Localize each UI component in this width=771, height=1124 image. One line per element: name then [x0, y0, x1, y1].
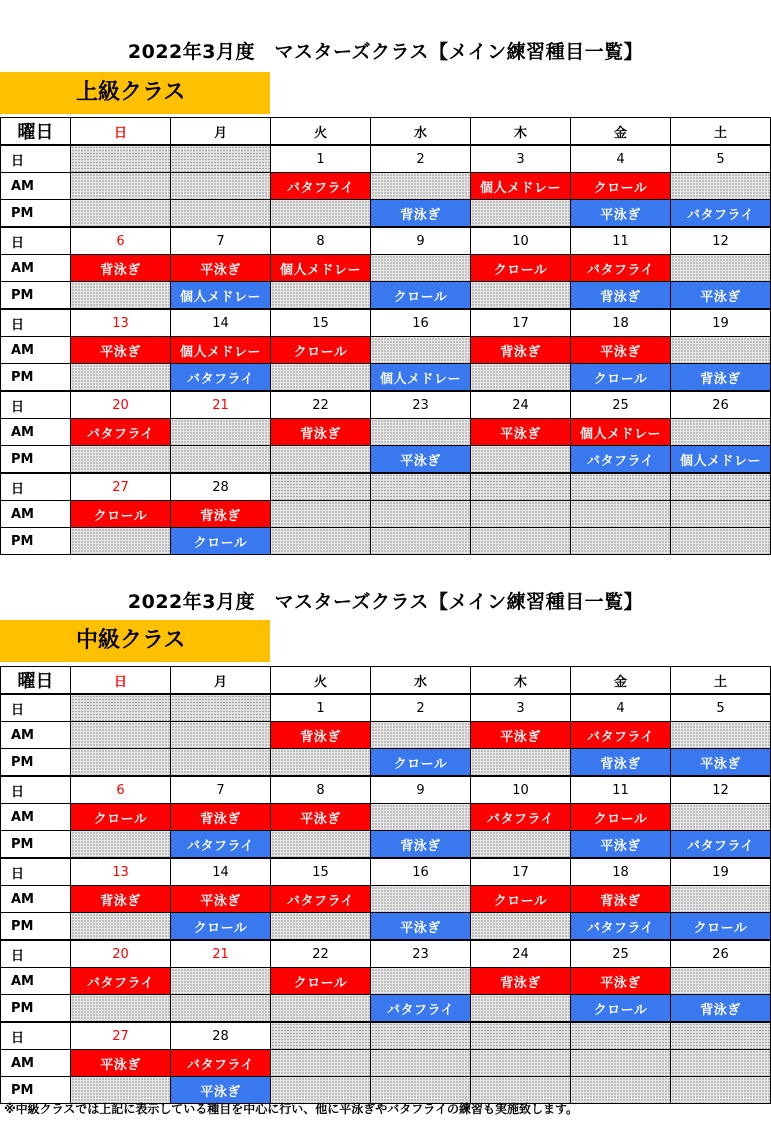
empty-cell — [71, 446, 171, 474]
am-event-cell: 個人メドレー — [271, 255, 371, 282]
row-label-am: AM — [1, 968, 71, 995]
empty-cell — [471, 831, 571, 859]
empty-cell — [271, 831, 371, 859]
row-label-am: AM — [1, 886, 71, 913]
empty-cell — [671, 968, 771, 995]
pm-event-cell: クロール — [171, 528, 271, 555]
date-cell: 5 — [671, 694, 771, 722]
date-cell: 21 — [171, 940, 271, 968]
empty-cell — [671, 722, 771, 749]
date-cell: 28 — [171, 473, 271, 501]
row-label-pm: PM — [1, 831, 71, 859]
date-cell: 4 — [571, 145, 671, 173]
empty-cell — [371, 722, 471, 749]
pm-event-cell: 背泳ぎ — [371, 200, 471, 228]
weekday-header: 金 — [571, 118, 671, 146]
row-label-pm: PM — [1, 200, 71, 228]
row-label-date: 日 — [1, 391, 71, 419]
am-event-cell: 個人メドレー — [171, 337, 271, 364]
empty-cell — [371, 968, 471, 995]
row-label-date: 日 — [1, 776, 71, 804]
date-cell: 12 — [671, 227, 771, 255]
weekday-header: 金 — [571, 667, 671, 695]
am-event-cell: 個人メドレー — [471, 173, 571, 200]
am-event-cell: バタフライ — [271, 173, 371, 200]
date-cell: 8 — [271, 776, 371, 804]
footnote: ※中級クラスでは上記に表示している種目を中心に行い、他に平泳ぎやバタフライの練習も実施致します。 — [4, 1102, 578, 1116]
empty-cell — [471, 913, 571, 941]
date-cell: 14 — [171, 309, 271, 337]
row-label-date: 日 — [1, 145, 71, 173]
am-event-cell: 平泳ぎ — [171, 886, 271, 913]
empty-cell — [71, 694, 171, 722]
date-cell: 23 — [371, 391, 471, 419]
empty-cell — [371, 337, 471, 364]
weekday-header: 水 — [371, 667, 471, 695]
row-label-pm: PM — [1, 282, 71, 310]
pm-event-cell: クロール — [571, 364, 671, 392]
am-event-cell: 背泳ぎ — [271, 419, 371, 446]
am-event-cell: 平泳ぎ — [571, 968, 671, 995]
date-cell: 27 — [71, 1022, 171, 1050]
date-cell: 2 — [371, 694, 471, 722]
date-cell: 15 — [271, 309, 371, 337]
pm-event-cell: 平泳ぎ — [371, 913, 471, 941]
empty-cell — [471, 446, 571, 474]
date-cell: 7 — [171, 227, 271, 255]
empty-cell — [171, 200, 271, 228]
date-cell: 1 — [271, 145, 371, 173]
header-label: 曜日 — [1, 667, 71, 695]
empty-cell — [671, 886, 771, 913]
empty-cell — [271, 473, 371, 501]
date-cell: 22 — [271, 391, 371, 419]
empty-cell — [71, 364, 171, 392]
empty-cell — [171, 694, 271, 722]
pm-event-cell: クロール — [371, 749, 471, 777]
row-label-pm: PM — [1, 995, 71, 1023]
pm-event-cell: 背泳ぎ — [671, 364, 771, 392]
empty-cell — [671, 1050, 771, 1077]
empty-cell — [271, 913, 371, 941]
pm-event-cell: 背泳ぎ — [371, 831, 471, 859]
am-event-cell: 平泳ぎ — [271, 804, 371, 831]
weekday-header: 木 — [471, 118, 571, 146]
date-cell: 28 — [171, 1022, 271, 1050]
section-title: 2022年3月度 マスターズクラス【メイン練習種目一覧】 — [127, 41, 644, 63]
date-cell: 10 — [471, 776, 571, 804]
date-cell: 26 — [671, 940, 771, 968]
empty-cell — [471, 501, 571, 528]
row-label-date: 日 — [1, 1022, 71, 1050]
am-event-cell: 背泳ぎ — [171, 804, 271, 831]
pm-event-cell: クロール — [171, 913, 271, 941]
empty-cell — [571, 1050, 671, 1077]
date-cell: 13 — [71, 309, 171, 337]
empty-cell — [671, 255, 771, 282]
header-label: 曜日 — [1, 118, 71, 146]
empty-cell — [571, 1022, 671, 1050]
empty-cell — [571, 1077, 671, 1104]
empty-cell — [671, 337, 771, 364]
am-event-cell: 平泳ぎ — [471, 722, 571, 749]
section-title: 2022年3月度 マスターズクラス【メイン練習種目一覧】 — [127, 591, 644, 613]
pm-event-cell: 平泳ぎ — [671, 282, 771, 310]
class-label: 上級クラス — [0, 72, 270, 114]
am-event-cell: クロール — [471, 255, 571, 282]
date-cell: 24 — [471, 940, 571, 968]
date-cell: 25 — [571, 940, 671, 968]
date-cell: 10 — [471, 227, 571, 255]
weekday-header: 月 — [171, 118, 271, 146]
empty-cell — [571, 528, 671, 555]
am-event-cell: 背泳ぎ — [471, 968, 571, 995]
empty-cell — [271, 749, 371, 777]
empty-cell — [371, 173, 471, 200]
empty-cell — [471, 749, 571, 777]
empty-cell — [571, 473, 671, 501]
am-event-cell: バタフライ — [471, 804, 571, 831]
empty-cell — [471, 1022, 571, 1050]
date-cell: 19 — [671, 858, 771, 886]
date-cell: 1 — [271, 694, 371, 722]
row-label-date: 日 — [1, 694, 71, 722]
empty-cell — [371, 1050, 471, 1077]
am-event-cell: 背泳ぎ — [71, 255, 171, 282]
date-cell: 27 — [71, 473, 171, 501]
pm-event-cell: 背泳ぎ — [571, 749, 671, 777]
empty-cell — [271, 1050, 371, 1077]
date-cell: 5 — [671, 145, 771, 173]
date-cell: 20 — [71, 940, 171, 968]
empty-cell — [371, 804, 471, 831]
pm-event-cell: クロール — [571, 995, 671, 1023]
schedule-table — [0, 666, 771, 1104]
pm-event-cell: 平泳ぎ — [371, 446, 471, 474]
date-cell: 11 — [571, 227, 671, 255]
empty-cell — [71, 722, 171, 749]
empty-cell — [271, 501, 371, 528]
empty-cell — [71, 913, 171, 941]
am-event-cell: クロール — [271, 337, 371, 364]
empty-cell — [71, 282, 171, 310]
pm-event-cell: 平泳ぎ — [571, 831, 671, 859]
empty-cell — [271, 364, 371, 392]
am-event-cell: バタフライ — [71, 419, 171, 446]
am-event-cell: 平泳ぎ — [171, 255, 271, 282]
row-label-am: AM — [1, 722, 71, 749]
pm-event-cell: 個人メドレー — [171, 282, 271, 310]
am-event-cell: 個人メドレー — [571, 419, 671, 446]
date-cell: 25 — [571, 391, 671, 419]
empty-cell — [371, 255, 471, 282]
schedule-table — [0, 117, 771, 555]
am-event-cell: クロール — [71, 501, 171, 528]
date-cell: 22 — [271, 940, 371, 968]
empty-cell — [271, 200, 371, 228]
date-cell: 14 — [171, 858, 271, 886]
date-cell: 23 — [371, 940, 471, 968]
row-label-pm: PM — [1, 749, 71, 777]
weekday-header: 火 — [271, 667, 371, 695]
pm-event-cell: クロール — [371, 282, 471, 310]
date-cell: 6 — [71, 776, 171, 804]
empty-cell — [271, 528, 371, 555]
empty-cell — [671, 804, 771, 831]
empty-cell — [371, 886, 471, 913]
date-cell: 12 — [671, 776, 771, 804]
empty-cell — [371, 528, 471, 555]
class-label: 中級クラス — [0, 620, 270, 662]
pm-event-cell: 個人メドレー — [371, 364, 471, 392]
date-cell: 4 — [571, 694, 671, 722]
date-cell: 19 — [671, 309, 771, 337]
empty-cell — [171, 446, 271, 474]
pm-event-cell: バタフライ — [671, 831, 771, 859]
pm-event-cell: バタフライ — [171, 831, 271, 859]
weekday-header: 日 — [71, 118, 171, 146]
empty-cell — [471, 473, 571, 501]
pm-event-cell: 平泳ぎ — [571, 200, 671, 228]
date-cell: 24 — [471, 391, 571, 419]
row-label-pm: PM — [1, 446, 71, 474]
row-label-am: AM — [1, 173, 71, 200]
empty-cell — [371, 473, 471, 501]
empty-cell — [71, 831, 171, 859]
pm-event-cell: バタフライ — [571, 446, 671, 474]
empty-cell — [471, 528, 571, 555]
date-cell: 13 — [71, 858, 171, 886]
empty-cell — [471, 200, 571, 228]
weekday-header: 土 — [671, 118, 771, 146]
empty-cell — [671, 528, 771, 555]
empty-cell — [671, 501, 771, 528]
row-label-am: AM — [1, 501, 71, 528]
empty-cell — [171, 749, 271, 777]
row-label-am: AM — [1, 804, 71, 831]
row-label-am: AM — [1, 337, 71, 364]
row-label-date: 日 — [1, 309, 71, 337]
empty-cell — [671, 173, 771, 200]
empty-cell — [71, 173, 171, 200]
empty-cell — [471, 282, 571, 310]
am-event-cell: バタフライ — [171, 1050, 271, 1077]
pm-event-cell: 個人メドレー — [671, 446, 771, 474]
date-cell: 3 — [471, 694, 571, 722]
am-event-cell: クロール — [471, 886, 571, 913]
empty-cell — [71, 200, 171, 228]
am-event-cell: クロール — [571, 173, 671, 200]
empty-cell — [671, 1022, 771, 1050]
pm-event-cell: 背泳ぎ — [671, 995, 771, 1023]
weekday-header: 日 — [71, 667, 171, 695]
row-label-date: 日 — [1, 940, 71, 968]
weekday-header: 水 — [371, 118, 471, 146]
weekday-header: 土 — [671, 667, 771, 695]
pm-event-cell: 平泳ぎ — [671, 749, 771, 777]
am-event-cell: バタフライ — [71, 968, 171, 995]
am-event-cell: 平泳ぎ — [71, 1050, 171, 1077]
date-cell: 3 — [471, 145, 571, 173]
pm-event-cell: バタフライ — [171, 364, 271, 392]
am-event-cell: 背泳ぎ — [71, 886, 171, 913]
am-event-cell: 平泳ぎ — [471, 419, 571, 446]
am-event-cell: 背泳ぎ — [571, 886, 671, 913]
empty-cell — [271, 282, 371, 310]
am-event-cell: 背泳ぎ — [171, 501, 271, 528]
empty-cell — [171, 419, 271, 446]
empty-cell — [571, 501, 671, 528]
empty-cell — [71, 749, 171, 777]
row-label-pm: PM — [1, 1077, 71, 1104]
am-event-cell: バタフライ — [271, 886, 371, 913]
empty-cell — [71, 145, 171, 173]
date-cell: 9 — [371, 776, 471, 804]
row-label-pm: PM — [1, 913, 71, 941]
empty-cell — [71, 995, 171, 1023]
row-label-am: AM — [1, 255, 71, 282]
row-label-date: 日 — [1, 858, 71, 886]
date-cell: 9 — [371, 227, 471, 255]
am-event-cell: 平泳ぎ — [71, 337, 171, 364]
pm-event-cell: バタフライ — [571, 913, 671, 941]
empty-cell — [271, 446, 371, 474]
row-label-am: AM — [1, 1050, 71, 1077]
date-cell: 26 — [671, 391, 771, 419]
row-label-date: 日 — [1, 227, 71, 255]
empty-cell — [471, 364, 571, 392]
am-event-cell: クロール — [71, 804, 171, 831]
am-event-cell: 背泳ぎ — [471, 337, 571, 364]
date-cell: 20 — [71, 391, 171, 419]
date-cell: 8 — [271, 227, 371, 255]
pm-event-cell: 背泳ぎ — [571, 282, 671, 310]
date-cell: 16 — [371, 858, 471, 886]
pm-event-cell: 平泳ぎ — [171, 1077, 271, 1104]
pm-event-cell: クロール — [671, 913, 771, 941]
empty-cell — [171, 995, 271, 1023]
date-cell: 16 — [371, 309, 471, 337]
empty-cell — [271, 1022, 371, 1050]
empty-cell — [471, 1050, 571, 1077]
empty-cell — [671, 473, 771, 501]
row-label-date: 日 — [1, 473, 71, 501]
pm-event-cell: バタフライ — [671, 200, 771, 228]
row-label-am: AM — [1, 419, 71, 446]
am-event-cell: バタフライ — [571, 722, 671, 749]
row-label-pm: PM — [1, 364, 71, 392]
am-event-cell: クロール — [571, 804, 671, 831]
am-event-cell: バタフライ — [571, 255, 671, 282]
pm-event-cell: バタフライ — [371, 995, 471, 1023]
date-cell: 7 — [171, 776, 271, 804]
date-cell: 6 — [71, 227, 171, 255]
empty-cell — [171, 722, 271, 749]
weekday-header: 火 — [271, 118, 371, 146]
am-event-cell: 背泳ぎ — [271, 722, 371, 749]
empty-cell — [371, 501, 471, 528]
empty-cell — [371, 419, 471, 446]
empty-cell — [171, 968, 271, 995]
empty-cell — [671, 419, 771, 446]
empty-cell — [171, 173, 271, 200]
empty-cell — [271, 995, 371, 1023]
date-cell: 21 — [171, 391, 271, 419]
am-event-cell: 平泳ぎ — [571, 337, 671, 364]
empty-cell — [671, 1077, 771, 1104]
date-cell: 17 — [471, 309, 571, 337]
date-cell: 11 — [571, 776, 671, 804]
am-event-cell: クロール — [271, 968, 371, 995]
empty-cell — [371, 1022, 471, 1050]
empty-cell — [171, 145, 271, 173]
date-cell: 18 — [571, 309, 671, 337]
row-label-pm: PM — [1, 528, 71, 555]
weekday-header: 月 — [171, 667, 271, 695]
empty-cell — [471, 995, 571, 1023]
empty-cell — [71, 528, 171, 555]
weekday-header: 木 — [471, 667, 571, 695]
date-cell: 2 — [371, 145, 471, 173]
date-cell: 18 — [571, 858, 671, 886]
date-cell: 17 — [471, 858, 571, 886]
date-cell: 15 — [271, 858, 371, 886]
